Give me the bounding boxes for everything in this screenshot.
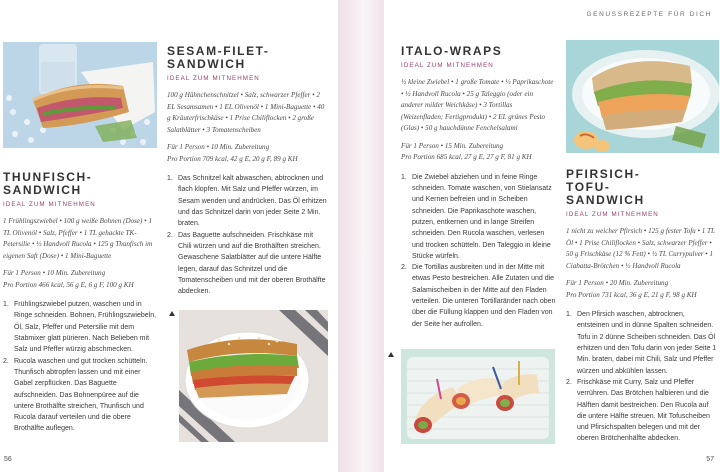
page-number-left: 56 [4, 456, 12, 463]
recipe-subtitle: IDEAL ZUM MITNEHMEN [167, 75, 260, 82]
steps-list [401, 172, 556, 330]
photo-marker-icon [169, 311, 175, 316]
nutrition-line: Pro Portion 731 kcal, 36 g E, 21 g F, 98 g KH [566, 290, 697, 299]
step-item: 2. Frischkäse mit Curry, Salz und Pfeffer verrühren. Das Brötchen halbieren und die Hälften damit bestreichen. Den Rucola auf die untere Hälfte streuen. Mit Tofuscheiben und Pfirsichspalten belegen und mit der oberen Brötchenhälfte abdecken. [566, 378, 710, 443]
step-text: Das Schnitzel kalt abwaschen, abtrocknen und flach klopfen. Mit Salz und Pfeffer würzen, im Sesam wenden und andrücken. Das Öl erhitzen und das Schnitzel darin von jeder Seite 2 Min. braten. [178, 175, 327, 228]
step-text: Die Tortillas ausbreiten und in der Mitte mit etwas Pesto bestreichen. Alle Zutaten und die Salamischeiben in der Mitte auf den Fladen verteilen. Die unteren Tortillaränder nach oben über die Füllung klappen und den Fladen von der Seite her aufrollen. [412, 264, 556, 328]
ingredients-list: ½ kleine Zwiebel • 1 große Tomate • ½ Paprikaschote • ½ Handvoll Rucola • 25 g Taleggio (oder ein anderer milder Weichkäse) • 3 Tortillas (Weizenfladen; Fertigprodukt) • 2 EL grünes Pesto (Glas) • 50 g hauchdünne Fenchelsalami [401, 78, 554, 133]
nutrition-line: Pro Portion 709 kcal, 42 g E, 20 g F, 89 g KH [167, 154, 298, 163]
recipe-pfirsich [566, 168, 719, 445]
sesam-filet-sandwich-photo [179, 310, 328, 442]
ingredients-list: 1 Frühlingszwiebel • 100 g weiße Bohnen (Dose) • 1 TL Olivenöl • Salz, Pfeffer • 1 TL gehackte TK-Petersilie • ½ Handvoll Rucola • 125 g Thunfisch im eigenen Saft (Dose) • 1 Mini-Baguette [3, 217, 153, 260]
portion-line: Für 1 Person • 20 Min. Zubereitung [566, 279, 669, 288]
step-item: 2. Das Baguette aufschneiden. Frischkäse mit Chili würzen und auf die Brothälften streichen. Gewaschene Salatblätter auf die untere Hälfte legen, darauf das Schnitzel und die Tomatenscheiben und mit der oberen Brothälfte abdecken. [167, 231, 326, 296]
recipe-thunfisch [3, 171, 159, 435]
step-text: Frühlingszwiebel putzen, waschen und in Ringe schneiden. Bohnen, Frühlingszwiebeln, Öl, Salz, Pfeffer und Petersilie mit dem Stabmixer glatt pürieren. Nach Belieben mit Salz und Pfeffer würzig abschmecken. [14, 301, 157, 354]
step-item: 1. Frühlingszwiebel putzen, waschen und in Ringe schneiden. Bohnen, Frühlingszwiebeln, Öl, Salz, Pfeffer und Petersilie mit dem Stabmixer glatt pürieren. Nach Belieben mit Salz und Pfeffer würzig abschmecken. [3, 301, 157, 354]
recipe-subtitle: IDEAL ZUM MITNEHMEN [566, 211, 659, 218]
recipe-title: THUNFISCH-SANDWICH [3, 170, 93, 197]
recipe-subtitle: IDEAL ZUM MITNEHMEN [3, 201, 96, 208]
thunfisch-sandwich-photo [3, 42, 157, 148]
step-item: 1. Das Schnitzel kalt abwaschen, abtrocknen und flach klopfen. Mit Salz und Pfeffer würzen, im Sesam wenden und andrücken. Das Öl erhitzen und das Schnitzel darin von jeder Seite 2 Min. braten. [167, 175, 327, 228]
nutrition-block [401, 141, 556, 164]
step-item: 2. Die Tortillas ausbreiten und in der Mitte mit etwas Pesto bestreichen. Alle Zutaten und die Salamischeiben in der Mitte auf den Fladen verteilen. Die unteren Tortillaränder nach oben über die Füllung klappen und den Fladen von der Seite her aufrollen. [401, 264, 556, 328]
portion-line: Für 1 Person • 10 Min. Zubereitung [3, 269, 106, 278]
recipe-italo [401, 45, 556, 330]
ingredients-list: 1 nicht zu weicher Pfirsich • 125 g fester Tofu • 1 TL Öl • 1 Prise Chiliflocken • Salz, schwarzer Pfeffer • 50 g Frischkäse (12 % Fett) • ½ TL Currypulver • 1 Ciabatta-Brötchen • ½ Handvoll Rucola [566, 227, 715, 270]
steps-list [566, 309, 719, 445]
nutrition-block [3, 268, 159, 291]
nutrition-line: Pro Portion 466 kcal, 56 g E, 6 g F, 100 g KH [3, 280, 134, 289]
step-text: Rucola waschen und gut trocken schütteln. Thunfisch abtropfen lassen und mit einer Gabel zerpflücken. Das Baguette aufschneiden. Das Bohnenpüree auf die untere Brothälfte streichen, Thunfisch und Rucola darauf verteilen und die obere Brothälfte auflegen. [14, 357, 148, 433]
step-text: Die Zwiebel abziehen und in feine Ringe schneiden. Tomate waschen, von Stielansatz und Kernen befreien und in Scheiben schneiden. Die Paprikaschote waschen, putzen, entkernen und in lange Streifen schneiden. Den Rucola waschen, verlesen und trocken schütteln. Den Taleggio in kleine Stücke würfeln. [412, 173, 552, 260]
recipe-title: PFIRSICH-TOFU-SANDWICH [566, 167, 645, 207]
steps-list [167, 173, 327, 297]
step-text: Frischkäse mit Curry, Salz und Pfeffer verrühren. Das Brötchen halbieren und die Hälften damit bestreichen. Den Rucola auf die untere Hälfte streuen. Mit Tofuscheiben und Pfirsichspalten belegen und mit der oberen Brötchenhälfte abdecken. [577, 378, 710, 443]
ingredients-list: 100 g Hähnchenschnitzel • Salz, schwarzer Pfeffer • 2 EL Sesamsamen • 1 EL Olivenöl • 1 Mini-Baguette • 40 g Kräuterfrischkäse • 1 Prise Chiliflocken • 2 große Salatblätter • 3 Tomatenscheiben [167, 91, 325, 134]
italo-wraps-photo [401, 349, 555, 444]
nutrition-line: Pro Portion 685 kcal, 27 g E, 27 g F, 81 g KH [401, 153, 532, 162]
pfirsich-tofu-sandwich-photo [566, 40, 719, 153]
recipe-sesam [167, 45, 327, 297]
photo-marker-icon [388, 352, 394, 357]
page-number-right: 57 [706, 456, 714, 463]
steps-list [3, 299, 159, 435]
nutrition-block [167, 142, 327, 165]
portion-line: Für 1 Person • 10 Min. Zubereitung [167, 143, 270, 152]
running-header: GENUSSREZEPTE FÜR DICH [586, 11, 712, 18]
step-item: 2. Rucola waschen und gut trocken schütteln. Thunfisch abtropfen lassen und mit einer Gabel zerpflücken. Das Baguette aufschneiden. Das Bohnenpüree auf die untere Brothälfte streichen, Thunfisch und Rucola darauf verteilen und die obere Brothälfte auflegen. [3, 357, 148, 433]
step-text: Das Baguette aufschneiden. Frischkäse mit Chili würzen und auf die Brothälften streichen. Gewaschene Salatblätter auf die untere Hälfte legen, darauf das Schnitzel und die Tomatenscheiben und mit der oberen Brothälfte abdecken. [178, 231, 326, 296]
recipe-title: ITALO-WRAPS [401, 44, 503, 58]
nutrition-block [566, 278, 719, 301]
step-item: 1. Den Pfirsich waschen, abtrocknen, entsteinen und in dünne Spalten schneiden. Tofu in 2 dünne Scheiben schneiden. Das Öl erhitzen und den Tofu darin von jeder Seite 1 Min. braten, dabei mit Chili, Salz und Pfeffer würzen und abkühlen lassen. [566, 311, 717, 375]
book-gutter [338, 0, 384, 472]
recipe-title: SESAM-FILET-SANDWICH [167, 44, 270, 71]
step-text: Den Pfirsich waschen, abtrocknen, entsteinen und in dünne Spalten schneiden. Tofu in 2 dünne Scheiben schneiden. Das Öl erhitzen und den Tofu darin von jeder Seite 1 Min. braten, dabei mit Chili, Salz und Pfeffer würzen und abkühlen lassen. [577, 311, 717, 375]
recipe-subtitle: IDEAL ZUM MITNEHMEN [401, 62, 494, 69]
step-item: 1. Die Zwiebel abziehen und in feine Ringe schneiden. Tomate waschen, von Stielansatz und Kernen befreien und in Scheiben schneiden. Die Paprikaschote waschen, putzen, entkernen und in lange Streifen schneiden. Den Rucola waschen, verlesen und trocken schütteln. Den Taleggio in kleine Stücke würfeln. [401, 173, 552, 260]
portion-line: Für 1 Person • 15 Min. Zubereitung [401, 141, 504, 150]
